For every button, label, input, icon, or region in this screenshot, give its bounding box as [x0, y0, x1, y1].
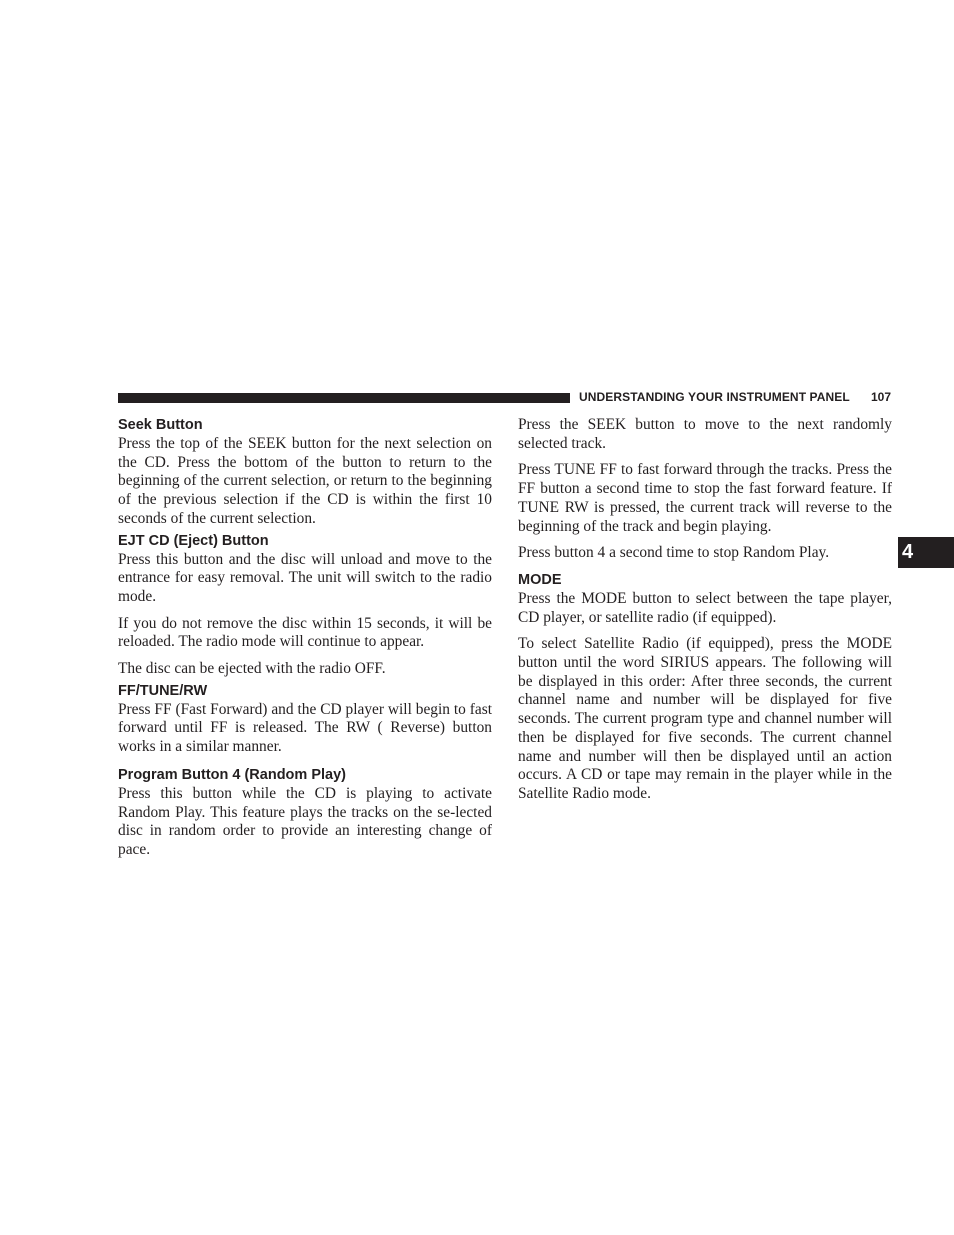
- chapter-tab: 4: [898, 537, 954, 568]
- mode-paragraph-2: To select Satellite Radio (if equipped), press the MODE button until the word SIRIUS appears. The following will be displayed in this order: After three seconds, the current channel name and number will be displayed for five seconds. The current program type and channel number will then be displayed for five seconds. The current channel name and number will then be displayed until an action occurs. A CD or tape may remain in the player while in the Satellite Radio mode.: [518, 635, 892, 802]
- random-play-paragraph: Press this button while the CD is playing to activate Random Play. This feature plays the tracks on the se-lected disc in random order to provide an interesting change of pace.: [118, 784, 492, 858]
- section-heading-ff-tune-rw: FF/TUNE/RW: [118, 682, 208, 699]
- ff-tune-rw-paragraph: Press FF (Fast Forward) and the CD player will begin to fast forward until FF is released. The RW ( Reverse) button works in a similar manner.: [118, 700, 492, 756]
- stop-random-paragraph: Press button 4 a second time to stop Random Play.: [518, 544, 830, 562]
- right-column: [518, 416, 892, 804]
- section-heading-mode: MODE: [518, 571, 562, 588]
- eject-paragraph-2: If you do not remove the disc within 15 seconds, it will be reloaded. The radio mode will continue to appear.: [118, 614, 492, 651]
- tune-ff-paragraph: Press TUNE FF to fast forward through the tracks. Press the FF button a second time to stop the fast forward feature. If TUNE RW is pressed, the current track will reverse to the beginning of the track and begin playing.: [518, 461, 892, 535]
- page-number: 107: [871, 390, 892, 404]
- seek-random-paragraph: Press the SEEK button to move to the next randomly selected track.: [518, 416, 892, 452]
- section-heading-seek-button: Seek Button: [118, 417, 203, 433]
- seek-button-paragraph: Press the top of the SEEK button for the next selection on the CD. Press the bottom of the button to return to the beginning of the current selection, or return to the beginning of the previous selection if the CD is within the first 10 seconds of the current selection.: [118, 435, 492, 527]
- left-column: [118, 416, 492, 860]
- section-heading-random-play: Program Button 4 (Random Play): [118, 766, 346, 783]
- eject-paragraph-1: Press this button and the disc will unload and move to the entrance for easy removal. The unit will switch to the radio mode.: [118, 550, 492, 605]
- eject-paragraph-3: The disc can be ejected with the radio OFF.: [118, 660, 386, 678]
- mode-paragraph-1: Press the MODE button to select between the tape player, CD player, or satellite radio (if equipped).: [518, 589, 892, 626]
- section-heading-eject-button: EJT CD (Eject) Button: [118, 532, 269, 549]
- running-header-title: UNDERSTANDING YOUR INSTRUMENT PANEL: [579, 390, 850, 404]
- header-rule: [118, 393, 570, 403]
